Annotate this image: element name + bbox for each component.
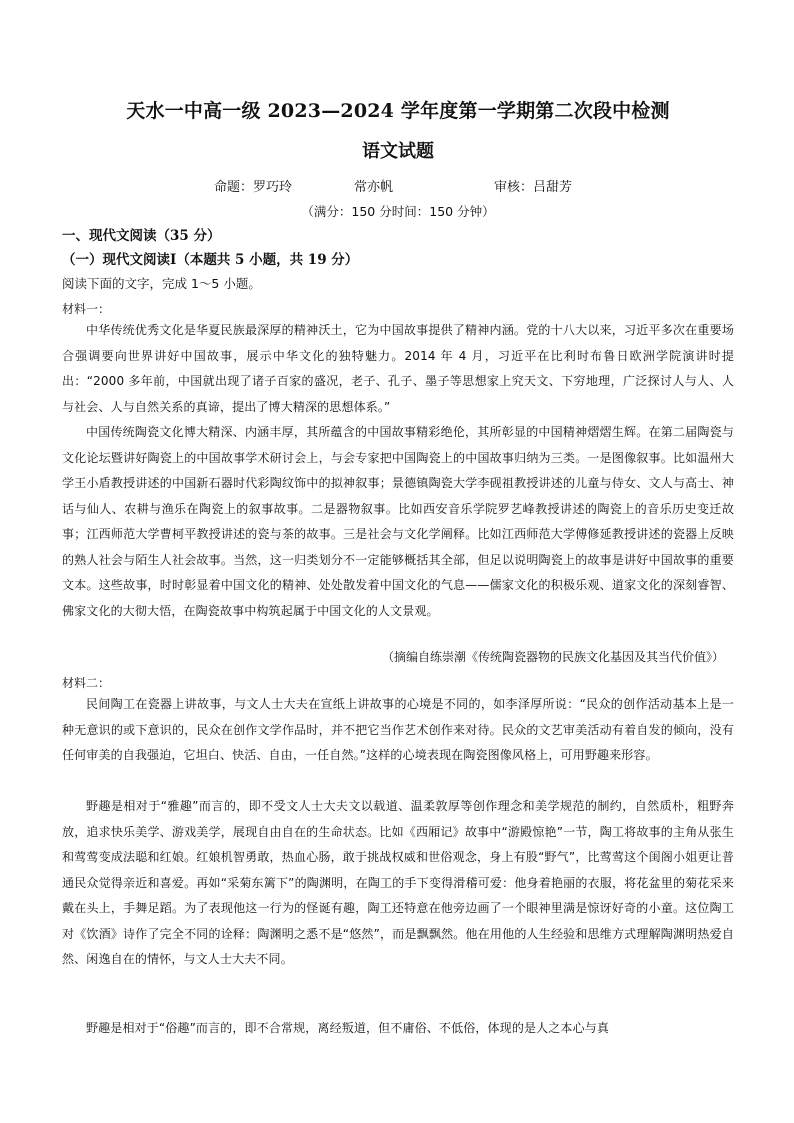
material2-paragraph-3: 野趣是相对于“俗趣”而言的，即不合常规，离经叛道，但不庸俗、不低俗，体现的是人之本心与真 [86,1021,610,1035]
material1-paragraph-1: 中华传统优秀文化是华夏民族最深厚的精神沃土，它为中国故事提供了精神内涵。党的十八大以来，习近平多次在重要场合强调要向世界讲好中国故事，展示中华文化的独特魅力。2014 年 4 月，习近平在比利时布鲁日欧洲学院演讲时提出：“2000 多年前，中国就出现了诸子百家的盛况，老子、孔子、墨子等思想家上究天文、下穷地理，广泛探讨人与人、人与社会、人与自然关系的真谛，提出了博大精深的思想体系。” [62,323,734,414]
score-info: （满分：150 分时间：150 分钟） [301,204,495,219]
exam-subtitle: 语文试题 [362,141,434,162]
material1-label: 材料一： [62,302,111,316]
exam-title: 天水一中高一级 2023—2024 学年度第一学期第二次段中检测 [126,100,670,122]
material2-label: 材料二： [62,676,111,690]
material1-source: （摘编自练崇潮《传统陶瓷器物的民族文化基因及其当代价值》） [381,650,724,664]
authors-line [62,176,734,194]
material2-paragraph-2: 野趣是相对于“雅趣”而言的，即不受文人士大夫文以载道、温柔敦厚等创作理念和美学规范的制约，自然质朴，粗野奔放，追求快乐美学、游戏美学，展现自由自在的生命状态。比如《西厢记》故事中“游殿惊艳”一节，陶工将故事的主角从张生和莺莺变成法聪和红娘。红娘机智勇敢，热血心肠，敢于挑战权威和世俗观念，身上有股“野气”，比莺莺这个闺阁小姐更让普通民众觉得亲近和喜爱。再如“采菊东篱下”的陶渊明，在陶工的手下变得滑稽可爱：他身着艳丽的衣服，将花盆里的菊花采来戴在头上，手舞足蹈。为了表现他这一行为的怪诞有趣，陶工还特意在他旁边画了一个眼神里满是惊讶好奇的小童。这位陶工对《饮酒》诗作了完全不同的诠释：陶渊明之悉不是“悠然”，而是飘飘然。他在用他的人生经验和思维方式理解陶渊明热爱自然、闲逸自在的情怀，与文人士大夫不同。 [62,799,734,966]
subsection-heading: （一）现代文阅读Ⅰ（本题共 5 小题，共 19 分） [62,252,359,268]
reading-instruction: 阅读下面的文字，完成 1～5 小题。 [62,276,261,291]
reviewer-name: 审核：吕甜芳 [494,180,573,195]
material2-paragraph-1: 民间陶工在瓷器上讲故事，与文人士大夫在宣纸上讲故事的心境是不同的，如李泽厚所说：“民众的创作活动基本上是一种无意识的或下意识的，民众在创作文学作品时，并不把它当作艺术创作来对待。民众的文艺审美活动有着自发的倾向，没有任何审美的自我强迫，它坦白、快活、自由，一任自然。”这样的心境表现在陶瓷图像风格上，可用野趣来形容。 [62,697,734,762]
setter-name: 命题：罗巧玲 [214,180,293,195]
section-heading: 一、现代文阅读（35 分） [62,228,221,244]
material1-paragraph-2: 中国传统陶瓷文化博大精深、内涵丰厚，其所蕴含的中国故事精彩绝伦，其所彰显的中国精神熠熠生辉。在第二届陶瓷与文化论坛暨讲好陶瓷上的中国故事学术研讨会上，与会专家把中国陶瓷上的中国故事归纳为三类。一是图像叙事。比如温州大学王小盾教授讲述的中国新石器时代彩陶纹饰中的拟神叙事；景德镇陶瓷大学李砚祖教授讲述的儿童与侍女、文人与高士、神话与仙人、农耕与渔乐在陶瓷上的叙事故事。二是器物叙事。比如西安音乐学院罗艺峰教授讲述的陶瓷上的音乐历史变迁故事；江西师范大学曹柯平教授讲述的瓷与茶的故事。三是社会与文化学阐释。比如江西师范大学傅修延教授讲述的瓷器上反映的熟人社会与陌生人社会故事。当然，这一归类划分不一定能够概括其全部，但足以说明陶瓷上的故事是讲好中国故事的重要文本。这些故事，时时彰显着中国文化的精神、处处散发着中国文化的气息——儒家文化的积极乐观、道家文化的深刻睿智、佛家文化的大彻大悟，在陶瓷故事中构筑起属于中国文化的人文景观。 [62,425,734,618]
setter2-name: 常亦帆 [354,180,394,195]
